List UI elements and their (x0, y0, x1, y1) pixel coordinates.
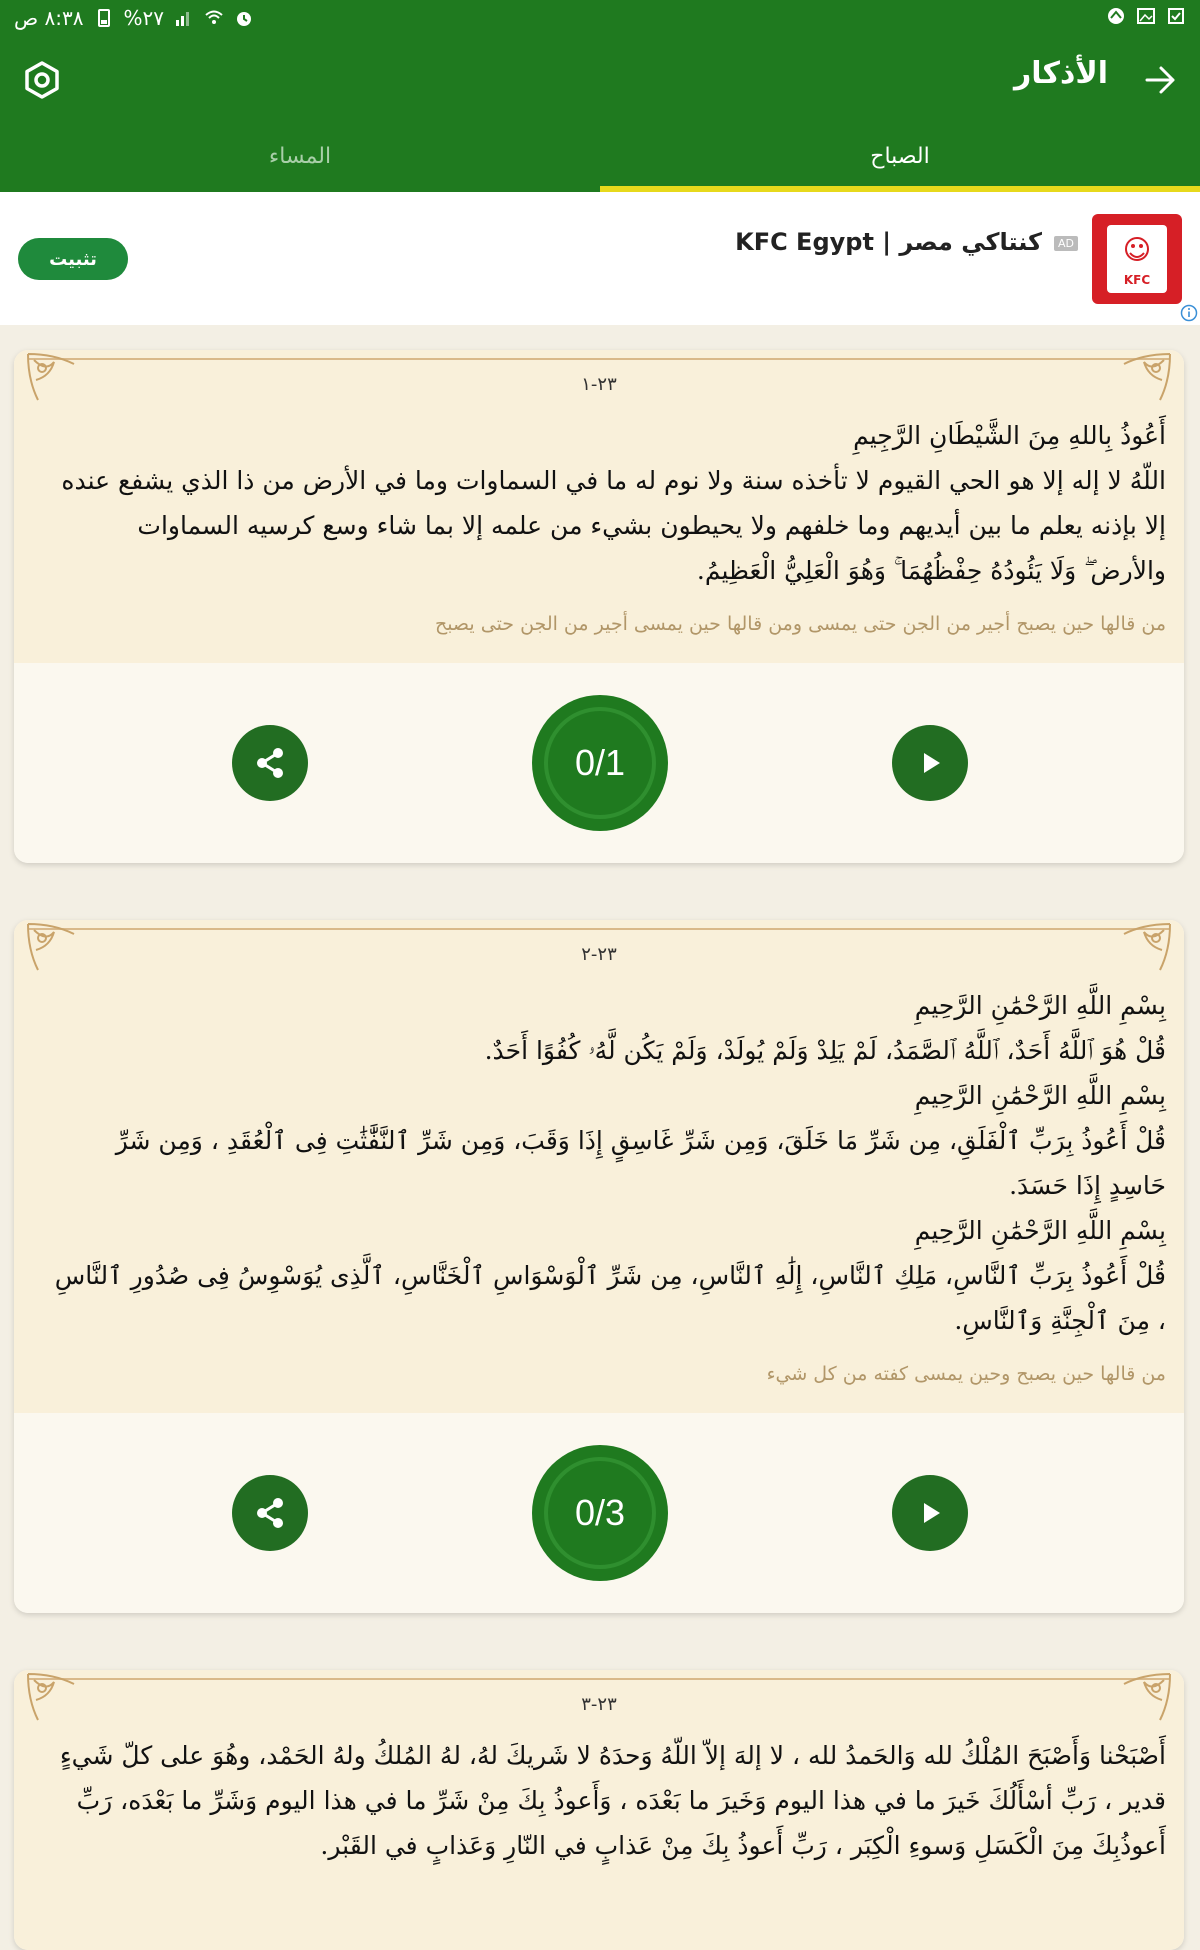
settings-button[interactable] (18, 56, 66, 104)
dhikr-text: بِسْمِ اللَّهِ الرَّحْمَٰنِ الرَّحِيمِ قُلْ هُوَ ٱللَّهُ أَحَدٌ، ٱللَّهُ ٱلصَّمَدُ، لَمْ يَلِدْ وَلَمْ يُولَدْ، وَلَمْ يَكُن لَّهُۥ كُفُوًا أَحَدٌ. بِسْمِ اللَّهِ الرَّحْمَٰنِ الرَّحِيمِ قُلْ أَعُوذُ بِرَبِّ ٱلْفَلَقِ، مِن شَرِّ مَا خَلَقَ، وَمِن شَرِّ غَاسِقٍ إِذَا وَقَبَ، وَمِن شَرِّ ٱلنَّفَّٰثَٰتِ فِى ٱلْعُقَدِ ، وَمِن شَرِّ حَاسِدٍ إِذَا حَسَدَ. بِسْمِ اللَّهِ الرَّحْمَٰنِ الرَّحِيمِ قُلْ أَعُوذُ بِرَبِّ ٱلنَّاسِ، مَلِكِ ٱلنَّاسِ، إِلَٰهِ ٱلنَّاسِ، مِن شَرِّ ٱلْوَسْوَاسِ ٱلْخَنَّاسِ، ٱلَّذِى يُوَسْوِسُ فِى صُدُورِ ٱلنَّاسِ ، مِنَ ٱلْجِنَّةِ وَٱلنَّاسِ. (54, 991, 1166, 1335)
info-icon[interactable] (1180, 304, 1198, 322)
card-actions (14, 663, 1184, 863)
ad-banner[interactable] (0, 192, 1200, 325)
frame-line (28, 928, 1170, 930)
status-left (14, 6, 254, 30)
tab-evening[interactable]: المساء (268, 143, 332, 169)
corner-ornament-icon (24, 350, 82, 408)
dhikr-note: من قالها حين يصبح أجير من الجن حتى يمسى ومن قالها حين يمسى أجير من الجن حتى يصبح (434, 613, 1166, 635)
back-button[interactable] (1136, 56, 1184, 104)
kfc-logo (1107, 225, 1167, 293)
card-number: ٢٣-٣ (581, 1694, 617, 1715)
battery-level: %٢٧ (123, 6, 165, 30)
arrow-right-icon (1143, 63, 1177, 97)
counter-value: 0/1 (544, 707, 656, 819)
gallery-icon (1136, 6, 1156, 26)
dhikr-text: أَصْبَحْنا وَأَصْبَحَ المُلْكُ لله وَالحَمدُ لله ، لا إلهَ إلاّ اللّهُ وَحدَهُ لا شَريكَ لهُ، لهُ المُلكُ ولهُ الحَمْد، وهُوَ على كلّ شَيءٍ قدير ، رَبِّ أسْأَلُكَ خَيرَ ما في هذا اليوم وَخَيرَ ما بَعْدَه ، وَأَعوذُ بِكَ مِنْ شَرِّ ما في هذا اليوم وَشَرِّ ما بَعْدَه، رَبِّ أَعوذُبِكَ مِنَ الْكَسَلِ وَسوءِ الْكِبَر ، رَبِّ أَعوذُ بِكَ مِنْ عَذابٍ في النّارِ وَعَذابٍ في القَبْر. (59, 1741, 1166, 1860)
app-notification-icon (1106, 6, 1126, 26)
card-body (14, 1670, 1184, 1950)
colonel-icon (1117, 233, 1157, 273)
checkbox-icon (1166, 6, 1186, 26)
frame-line (28, 1678, 1170, 1680)
wifi-icon (204, 8, 224, 28)
card-body (14, 920, 1184, 1413)
status-right (1106, 6, 1186, 26)
settings-icon (22, 60, 62, 100)
alarm-icon (234, 8, 254, 28)
ad-badge: AD (1054, 236, 1078, 251)
dhikr-card (14, 1670, 1184, 1950)
ad-logo[interactable] (1092, 214, 1182, 304)
frame-line (28, 358, 1170, 360)
counter-button[interactable] (532, 1445, 668, 1581)
play-icon (915, 748, 945, 778)
card-number: ٢٣-٢ (581, 944, 617, 965)
share-icon (252, 1495, 288, 1531)
ad-name: KFC Egypt | كنتاكي مصر (735, 228, 1042, 256)
card-number: ٢٣-١ (581, 374, 617, 395)
dhikr-card (14, 350, 1184, 863)
corner-ornament-icon (1116, 920, 1174, 978)
battery-icon (94, 8, 114, 28)
corner-ornament-icon (1116, 1670, 1174, 1728)
card-body (14, 350, 1184, 663)
dhikr-note: من قالها حين يصبح وحين يمسى كفته من كل شيء (766, 1363, 1166, 1385)
card-actions (14, 1413, 1184, 1613)
tab-bar (0, 120, 1200, 192)
share-icon (252, 745, 288, 781)
signal-icon (174, 8, 194, 28)
dhikr-card (14, 920, 1184, 1613)
play-button[interactable] (892, 725, 968, 801)
corner-ornament-icon (24, 920, 82, 978)
install-button[interactable]: تثبيت (18, 238, 128, 280)
share-button[interactable] (232, 725, 308, 801)
corner-ornament-icon (1116, 350, 1174, 408)
play-icon (915, 1498, 945, 1528)
page-title: الأذكار (1014, 56, 1108, 91)
tab-morning[interactable]: الصباح (600, 120, 1200, 192)
corner-ornament-icon (24, 1670, 82, 1728)
clock: ٨:٣٨ ص (14, 6, 84, 30)
counter-button[interactable] (532, 695, 668, 831)
play-button[interactable] (892, 1475, 968, 1551)
share-button[interactable] (232, 1475, 308, 1551)
status-bar (0, 0, 1200, 36)
ad-logo-text: KFC (1123, 273, 1151, 287)
dhikr-text: أَعُوذُ بِاللهِ مِنَ الشَّيْطَانِ الرَّجِيمِ اللّهُ لا إله إلا هو الحي القيوم لا تأخذه سنة ولا نوم له ما في السماوات وما في الأرض من ذا الذي يشفع عنده إلا بإذنه يعلم ما بين أيديهم وما خلفهم ولا يحيطون بشيء من علمه إلا بما شاء وسع كرسيه السماوات والأرض ۖ وَلَا يَئُودُهُ حِفْظُهُمَا ۚ وَهُوَ الْعَلِيُّ الْعَظِيمُ. (61, 421, 1166, 585)
counter-value: 0/3 (544, 1457, 656, 1569)
